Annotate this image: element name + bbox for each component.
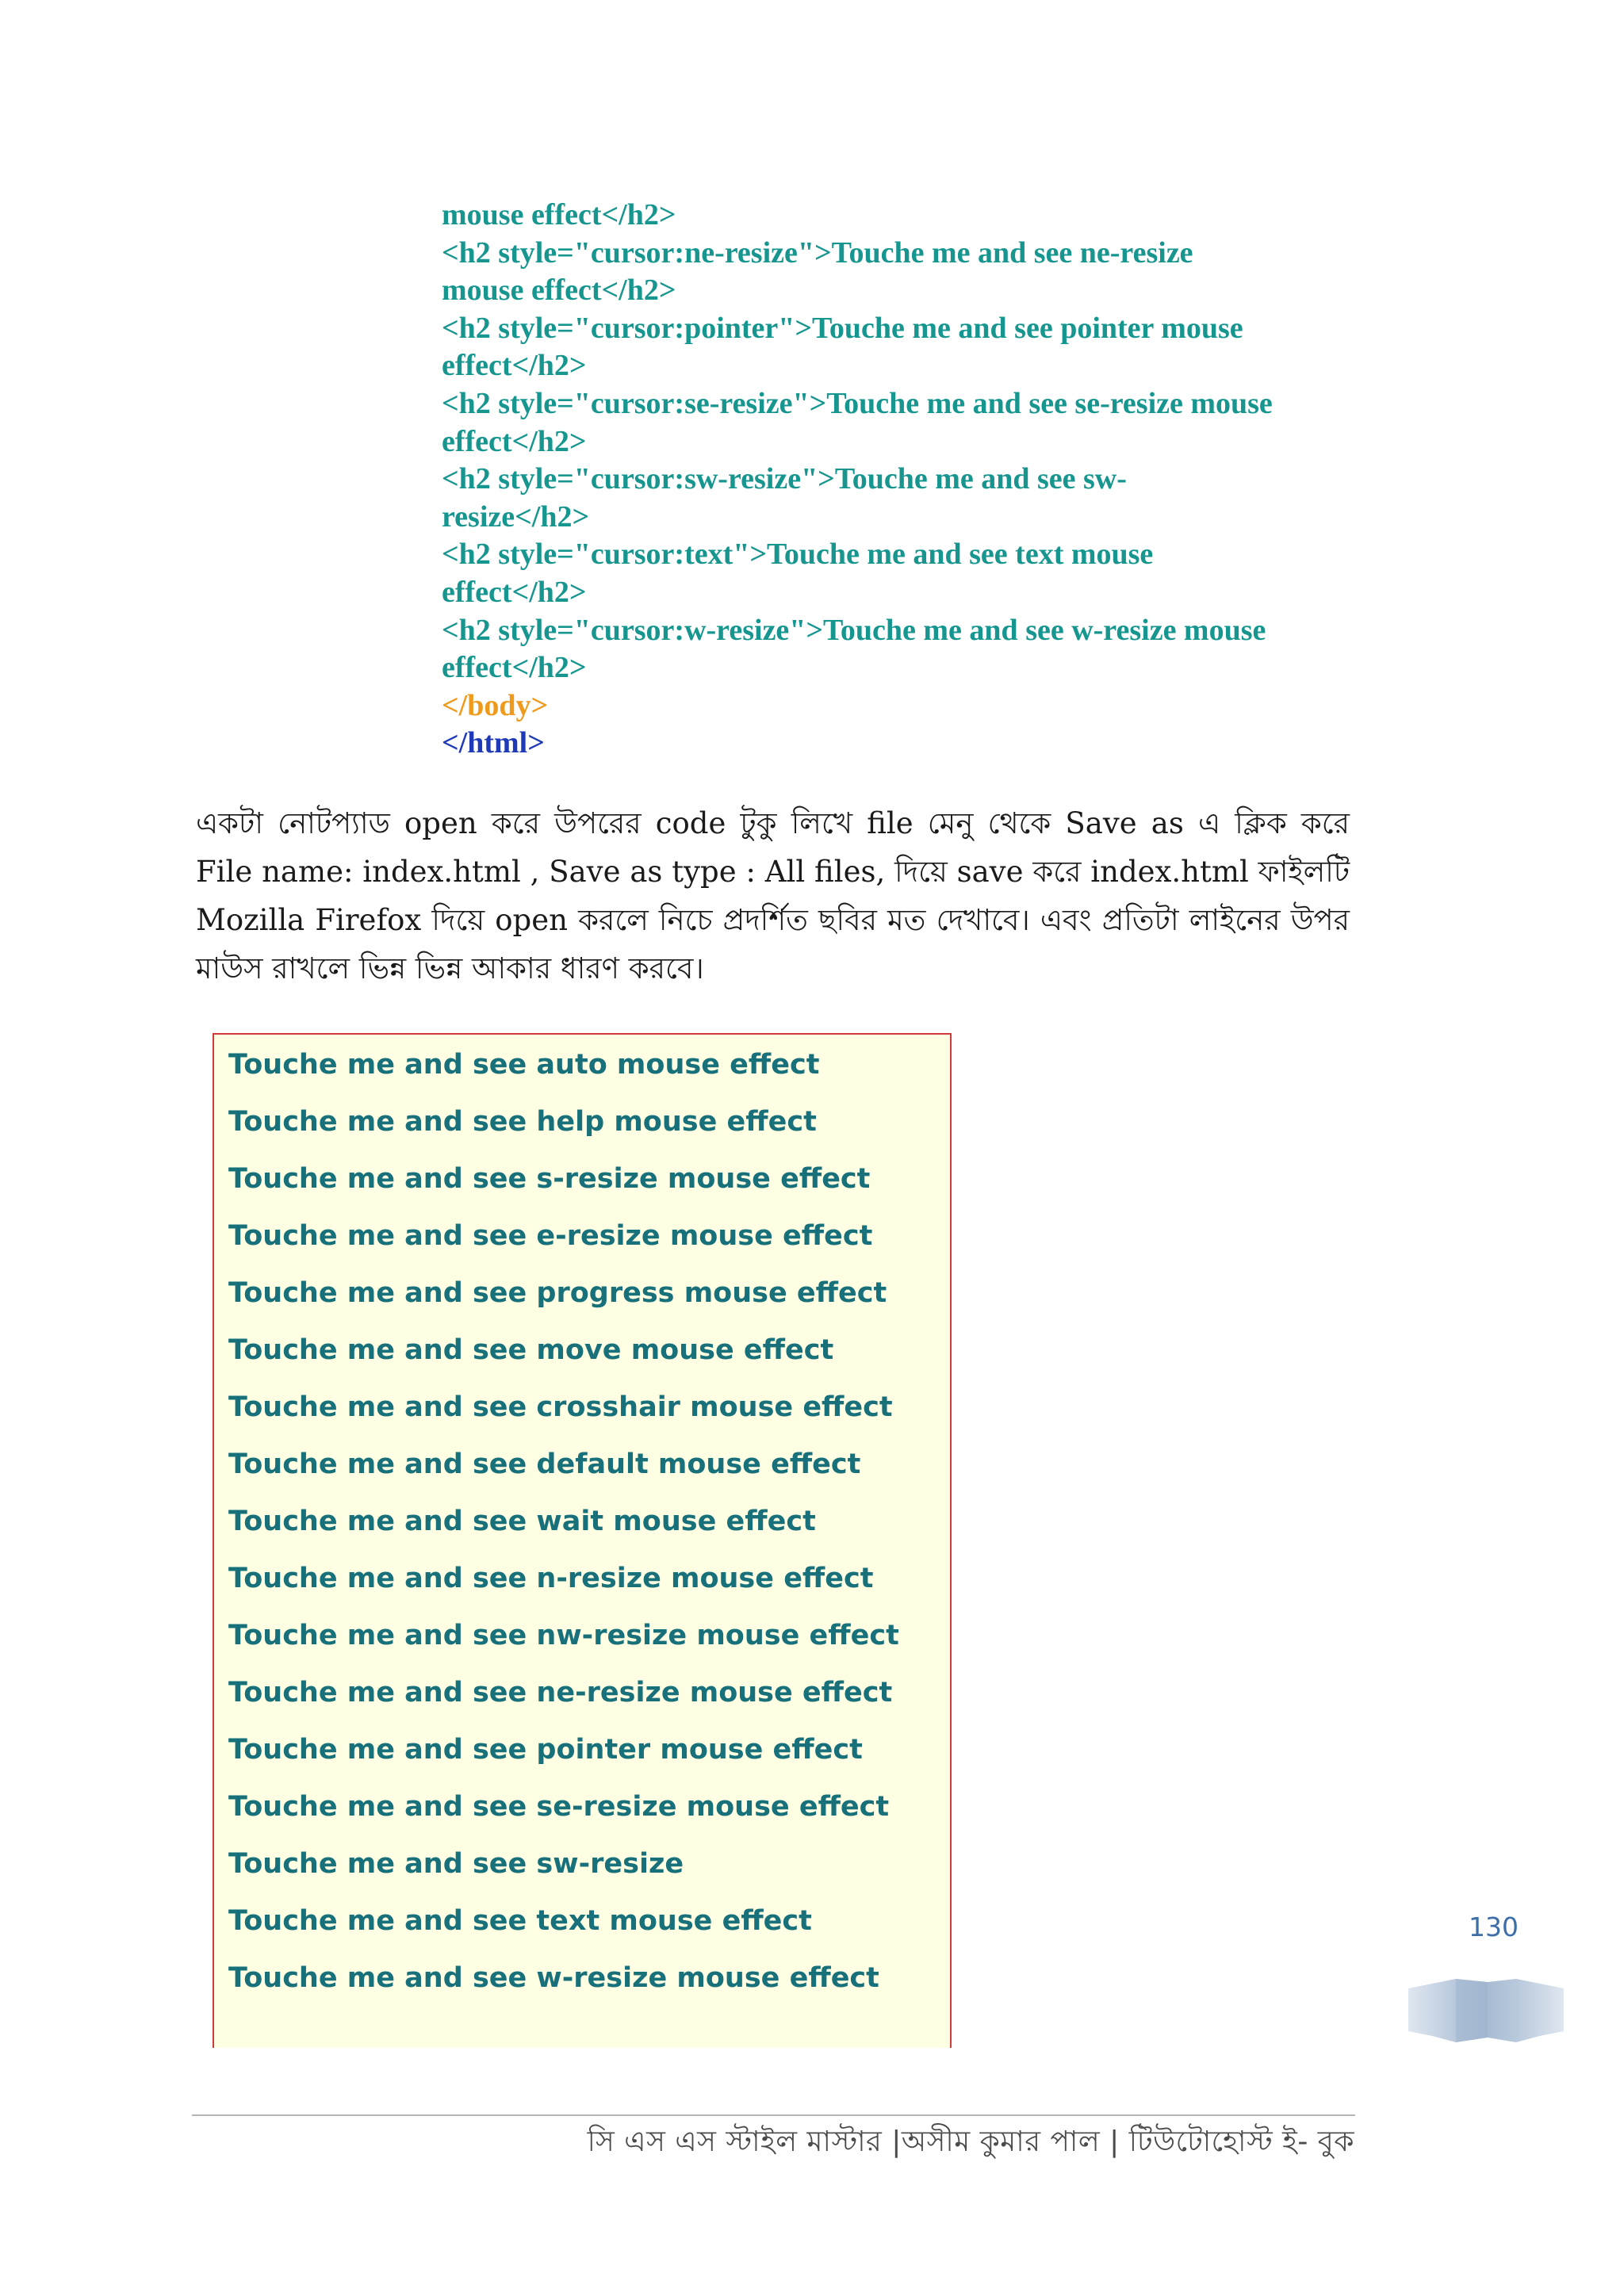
code-line: effect</h2> xyxy=(442,575,587,609)
page-ribbon-decoration xyxy=(1408,1979,1564,2042)
browser-preview-box xyxy=(213,1033,952,2048)
code-line: effect</h2> xyxy=(442,651,587,685)
cursor-demo-heading[interactable]: Touche me and see progress mouse effect xyxy=(228,1277,887,1309)
code-line: effect</h2> xyxy=(442,424,587,458)
code-listing xyxy=(442,197,1377,763)
cursor-demo-heading[interactable]: Touche me and see n-resize mouse effect xyxy=(228,1563,874,1594)
cursor-demo-heading[interactable]: Touche me and see wait mouse effect xyxy=(228,1506,816,1537)
cursor-demo-heading[interactable]: Touche me and see crosshair mouse effect xyxy=(228,1391,893,1423)
cursor-demo-heading[interactable]: Touche me and see e-resize mouse effect xyxy=(228,1220,873,1252)
cursor-demo-heading[interactable]: Touche me and see w-resize mouse effect xyxy=(228,1962,879,1994)
cursor-demo-heading[interactable]: Touche me and see sw-resize xyxy=(228,1848,684,1880)
cursor-demo-heading[interactable]: Touche me and see auto mouse effect xyxy=(228,1049,820,1081)
footer-caption: সি এস এস স্টাইল মাস্টার |অসীম কুমার পাল | টিউটোহোস্ট ই- বুক xyxy=(587,2126,1354,2158)
cursor-demo-heading[interactable]: Touche me and see nw-resize mouse effect xyxy=(228,1620,899,1651)
paragraph-line: একটা নোটপ্যাড open করে উপরের code টুকু লিখে file মেনু থেকে Save as এ ক্লিক করে xyxy=(196,806,1350,840)
code-line: <h2 style="cursor:se-resize">Touche me and see se-resize mouse xyxy=(442,386,1273,420)
cursor-demo-heading[interactable]: Touche me and see help mouse effect xyxy=(228,1106,817,1138)
cursor-demo-heading[interactable]: Touche me and see default mouse effect xyxy=(228,1448,861,1480)
code-line: <h2 style="cursor:text">Touche me and see text mouse xyxy=(442,538,1154,572)
page-number: 130 xyxy=(1469,1911,1519,1942)
code-line: </body> xyxy=(442,688,549,722)
cursor-demo-heading[interactable]: Touche me and see se-resize mouse effect xyxy=(228,1791,890,1823)
code-line: <h2 style="cursor:pointer">Touche me and see pointer mouse xyxy=(442,311,1243,345)
cursor-demo-list xyxy=(228,1044,899,2015)
code-line: </html> xyxy=(442,726,545,760)
paragraph-line: Mozilla Firefox দিয়ে open করলে নিচে প্রদর্শিত ছবির মত দেখাবে। এবং প্রতিটা লাইনের উপর xyxy=(196,903,1350,937)
paragraph-line: মাউস রাখলে ভিন্ন ভিন্ন আকার ধারণ করবে। xyxy=(196,951,704,985)
code-line: mouse effect</h2> xyxy=(442,274,676,308)
paragraph-line: File name: index.html , Save as type : All files, দিয়ে save করে index.html ফাইলটি xyxy=(196,855,1350,889)
footer-divider xyxy=(192,2114,1355,2116)
cursor-demo-heading[interactable]: Touche me and see s-resize mouse effect xyxy=(228,1163,871,1195)
cursor-demo-heading[interactable]: Touche me and see pointer mouse effect xyxy=(228,1734,863,1766)
cursor-demo-heading[interactable]: Touche me and see text mouse effect xyxy=(228,1905,812,1937)
code-line: mouse effect</h2> xyxy=(442,198,676,232)
code-line: <h2 style="cursor:ne-resize">Touche me and see ne-resize xyxy=(442,235,1193,270)
instruction-paragraph xyxy=(196,799,1350,993)
code-line: <h2 style="cursor:w-resize">Touche me and see w-resize mouse xyxy=(442,613,1266,647)
cursor-demo-heading[interactable]: Touche me and see ne-resize mouse effect xyxy=(228,1677,893,1709)
code-line: resize</h2> xyxy=(442,499,590,534)
cursor-demo-heading[interactable]: Touche me and see move mouse effect xyxy=(228,1334,834,1366)
code-line: <h2 style="cursor:sw-resize">Touche me and see sw- xyxy=(442,462,1127,496)
code-line: effect</h2> xyxy=(442,349,587,383)
